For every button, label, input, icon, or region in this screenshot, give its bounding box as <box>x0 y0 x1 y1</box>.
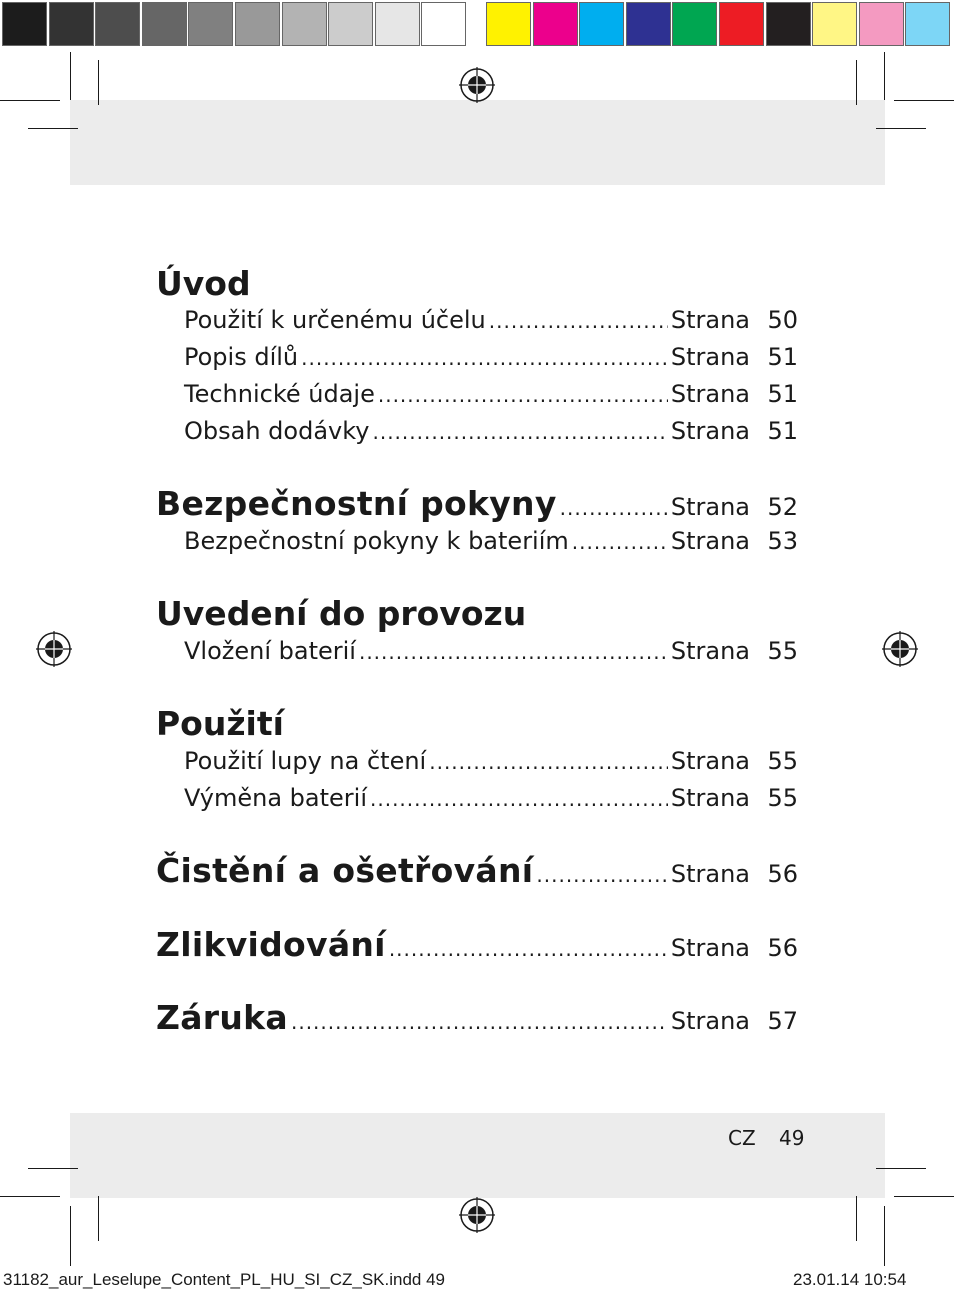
gray-swatch <box>421 2 466 46</box>
gray-swatch <box>49 2 94 46</box>
toc-entry[interactable]: Obsah dodávky ..... Strana 51 <box>184 417 798 445</box>
color-swatch <box>672 2 717 46</box>
footer-language-code: CZ <box>728 1126 756 1150</box>
color-swatch <box>812 2 857 46</box>
print-slug-date: 23.01.14 10:54 <box>793 1270 907 1289</box>
toc-heading-entry[interactable]: Bezpečnostní pokyny ..... Strana 52 <box>156 484 798 523</box>
gray-swatch <box>188 2 233 46</box>
gray-swatch <box>328 2 373 46</box>
color-swatch <box>486 2 531 46</box>
gray-swatch <box>142 2 187 46</box>
color-swatch <box>766 2 811 46</box>
registration-mark-icon <box>882 631 918 667</box>
color-swatch <box>719 2 764 46</box>
registration-mark-icon <box>459 67 495 103</box>
toc-entry[interactable]: Popis dílů ..... Strana 51 <box>184 343 798 371</box>
color-swatch <box>626 2 671 46</box>
color-swatch <box>533 2 578 46</box>
toc-heading: Uvedení do provozu <box>156 594 527 633</box>
toc-entry[interactable]: Výměna baterií ..... Strana 55 <box>184 784 798 812</box>
gray-swatch <box>235 2 280 46</box>
color-swatch <box>859 2 904 46</box>
header-band <box>70 100 885 185</box>
toc-heading-entry[interactable]: Čistění a ošetřování ..... Strana 56 <box>156 851 798 890</box>
gray-swatch <box>2 2 47 46</box>
toc-heading: Použití <box>156 704 284 743</box>
toc-entry[interactable]: Použití k určenému účelu ..... Strana 50 <box>184 306 798 334</box>
toc-heading-entry[interactable]: Záruka ..... Strana 57 <box>156 998 798 1037</box>
registration-mark-icon <box>36 631 72 667</box>
gray-swatch <box>282 2 327 46</box>
toc-heading-entry[interactable]: Zlikvidování ..... Strana 56 <box>156 925 798 964</box>
gray-swatch <box>95 2 140 46</box>
color-swatch <box>905 2 950 46</box>
footer-band <box>70 1113 885 1198</box>
toc-entry[interactable]: Technické údaje ..... Strana 51 <box>184 380 798 408</box>
toc-heading: Úvod <box>156 264 251 303</box>
toc-entry[interactable]: Použití lupy na čtení ..... Strana 55 <box>184 747 798 775</box>
toc-entry[interactable]: Vložení baterií ..... Strana 55 <box>184 637 798 665</box>
footer-page-number: 49 <box>779 1126 805 1150</box>
gray-swatch <box>375 2 420 46</box>
registration-mark-icon <box>459 1197 495 1233</box>
toc-entry[interactable]: Bezpečnostní pokyny k bateriím ..... Strana 53 <box>184 527 798 555</box>
print-slug-file: 31182_aur_Leselupe_Content_PL_HU_SI_CZ_SK.indd 49 <box>3 1270 446 1289</box>
color-swatch <box>579 2 624 46</box>
